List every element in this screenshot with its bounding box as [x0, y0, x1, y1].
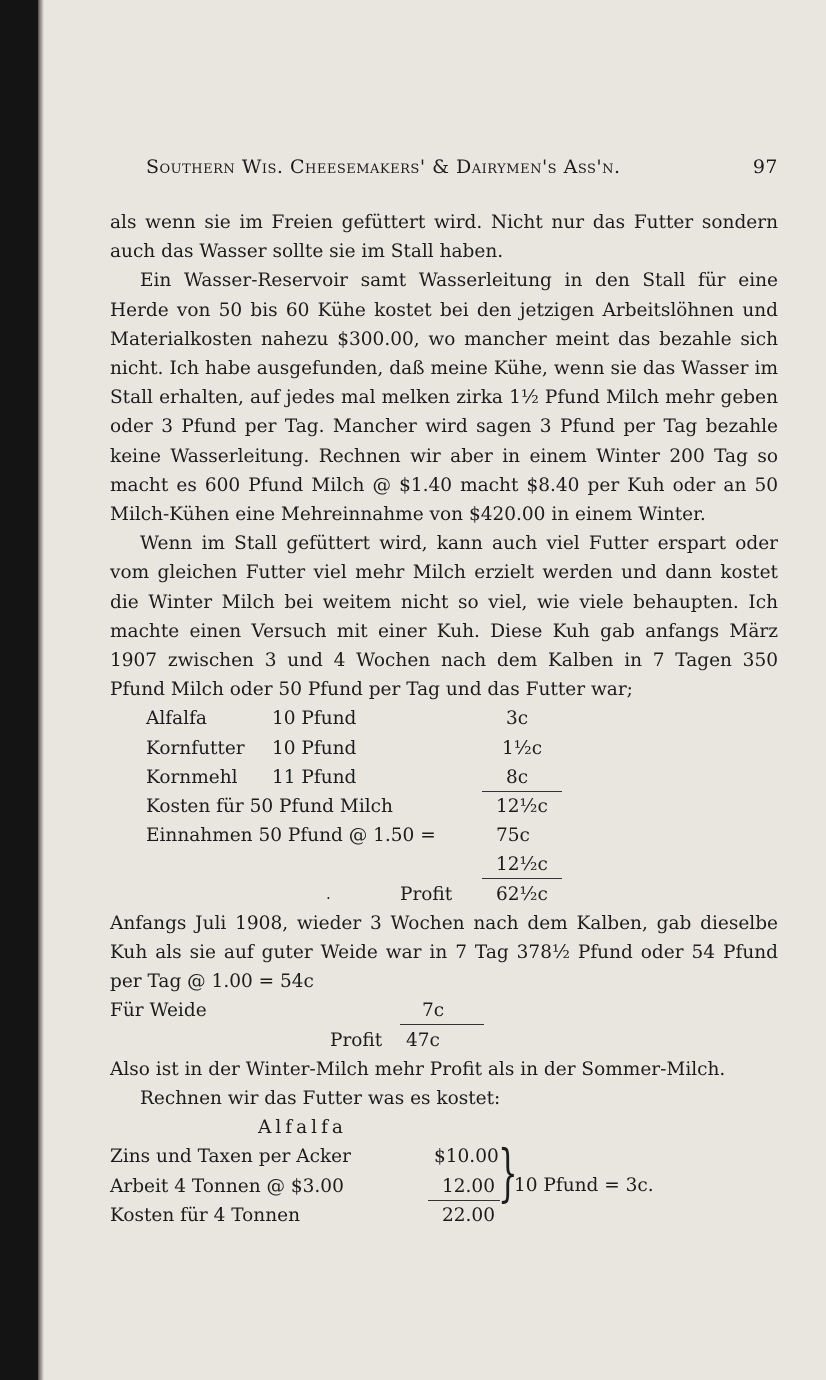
feed-item: Alfalfa — [146, 708, 207, 730]
book-spine-edge — [0, 0, 38, 1380]
table-row — [110, 1172, 778, 1201]
alfalfa-label: Kosten für 4 Tonnen — [110, 1204, 301, 1226]
feed-qty: 10 Pfund — [272, 737, 357, 759]
alfalfa-value: $10.00 — [434, 1146, 499, 1168]
table-row — [110, 1201, 778, 1230]
alfalfa-table — [110, 1113, 778, 1230]
table-row — [110, 996, 778, 1025]
cost-total: 12½c — [496, 796, 548, 818]
income-label: Einnahmen 50 Pfund @ 1.50 = — [146, 825, 436, 847]
income-value: 75c — [496, 825, 530, 847]
alfalfa-heading: Alfalfa — [258, 1117, 347, 1139]
paragraph-2: Ein Wasser-Reservoir samt Wasserleitung in den Stall für eine Herde von 50 bis 60 Kühe kostet bei den jetzigen Arbeitslöhnen und Materialkosten nahezu $300.00, wo mancher meint das bezahle sich nicht. Ich habe ausgefunden, daß meine Kühe, wenn sie das Wasser im Stall erhalten, auf jedes mal melken zirka 1½ Pfund Milch mehr geben oder 3 Pfund per Tag. Mancher wird sagen 3 Pfund per Tag bezahle keine Wasserleitung. Rechnen wir aber in einem Winter 200 Tag so macht es 600 Pfund Milch @ $1.40 macht $8.40 per Kuh oder an 50 Milch-Kühen eine Mehreinnahme von $420.00 in einem Winter. — [110, 270, 778, 526]
paragraph-3: Wenn im Stall gefüttert wird, kann auch viel Futter erspart oder vom gleichen Futter viel mehr Milch erzielt werden und dann kostet die Winter Milch bei weitem nicht so viel, wie viele behaupten. Ich machte einen Versuch mit einer Kuh. Diese Kuh gab anfangs März 1907 zwischen 3 und 4 Wochen nach dem Kalben in 7 Tagen 350 Pfund Milch oder 50 Pfund per Tag und das Futter war; — [110, 533, 778, 701]
feed-cost: 3c — [506, 708, 529, 730]
table-row — [110, 792, 778, 821]
summer-paragraph: Anfangs Juli 1908, wieder 3 Wochen nach dem Kalben, gab dieselbe Kuh als sie auf guter Weide war in 7 Tag 378½ Pfund oder 54 Pfund per Tag @ 1.00 = 54c — [110, 912, 778, 993]
profit-value: 62½c — [496, 883, 548, 905]
conclusion-paragraph: Also ist in der Winter-Milch mehr Profit als in der Sommer-Milch. — [110, 1058, 726, 1080]
table-row — [110, 880, 778, 909]
document-page — [110, 150, 778, 1226]
alfalfa-value: 12.00 — [442, 1175, 495, 1197]
paragraph-1: als wenn sie im Freien gefüttert wird. Nicht nur das Futter sondern auch das Wasser sollte sie im Stall haben. — [110, 212, 778, 263]
feed-cost: 1½c — [502, 737, 543, 759]
summer-profit-label: Profit — [330, 1029, 383, 1051]
page-number: 97 — [752, 156, 778, 178]
calc-intro: Rechnen wir das Futter was es kostet: — [140, 1087, 501, 1109]
feed-cost-table — [110, 704, 778, 908]
table-row — [110, 1113, 778, 1142]
table-row — [110, 1142, 778, 1171]
table-row — [110, 763, 778, 792]
alfalfa-value: 22.00 — [442, 1204, 495, 1226]
table-row — [110, 821, 778, 850]
alfalfa-label: Zins und Taxen per Acker — [110, 1146, 351, 1168]
pasture-label: Für Weide — [110, 1000, 207, 1022]
profit-label: Profit — [400, 883, 453, 905]
feed-item: Kornfutter — [146, 737, 245, 759]
pasture-cost: 7c — [422, 1000, 445, 1022]
table-row — [110, 850, 778, 879]
feed-item: Kornmehl — [146, 766, 238, 788]
summer-table — [110, 996, 778, 1054]
feed-cost: 8c — [506, 766, 529, 788]
table-row — [110, 704, 778, 733]
right-brace: } — [498, 1136, 518, 1210]
summer-profit-value: 47c — [406, 1029, 440, 1051]
alfalfa-label: Arbeit 4 Tonnen @ $3.00 — [110, 1175, 344, 1197]
running-header — [110, 150, 778, 186]
alfalfa-result: 10 Pfund = 3c. — [514, 1175, 654, 1197]
table-row — [110, 734, 778, 763]
page-body — [110, 208, 778, 1230]
header-title: Southern Wis. Cheesemakers' & Dairymen's Ass'n. — [146, 156, 621, 178]
feed-qty: 11 Pfund — [272, 766, 357, 788]
bullet-dot: . — [326, 884, 331, 903]
table-row — [110, 1026, 778, 1055]
cost-label: Kosten für 50 Pfund Milch — [146, 796, 393, 818]
feed-qty: 10 Pfund — [272, 708, 357, 730]
minus-value: 12½c — [496, 854, 548, 876]
